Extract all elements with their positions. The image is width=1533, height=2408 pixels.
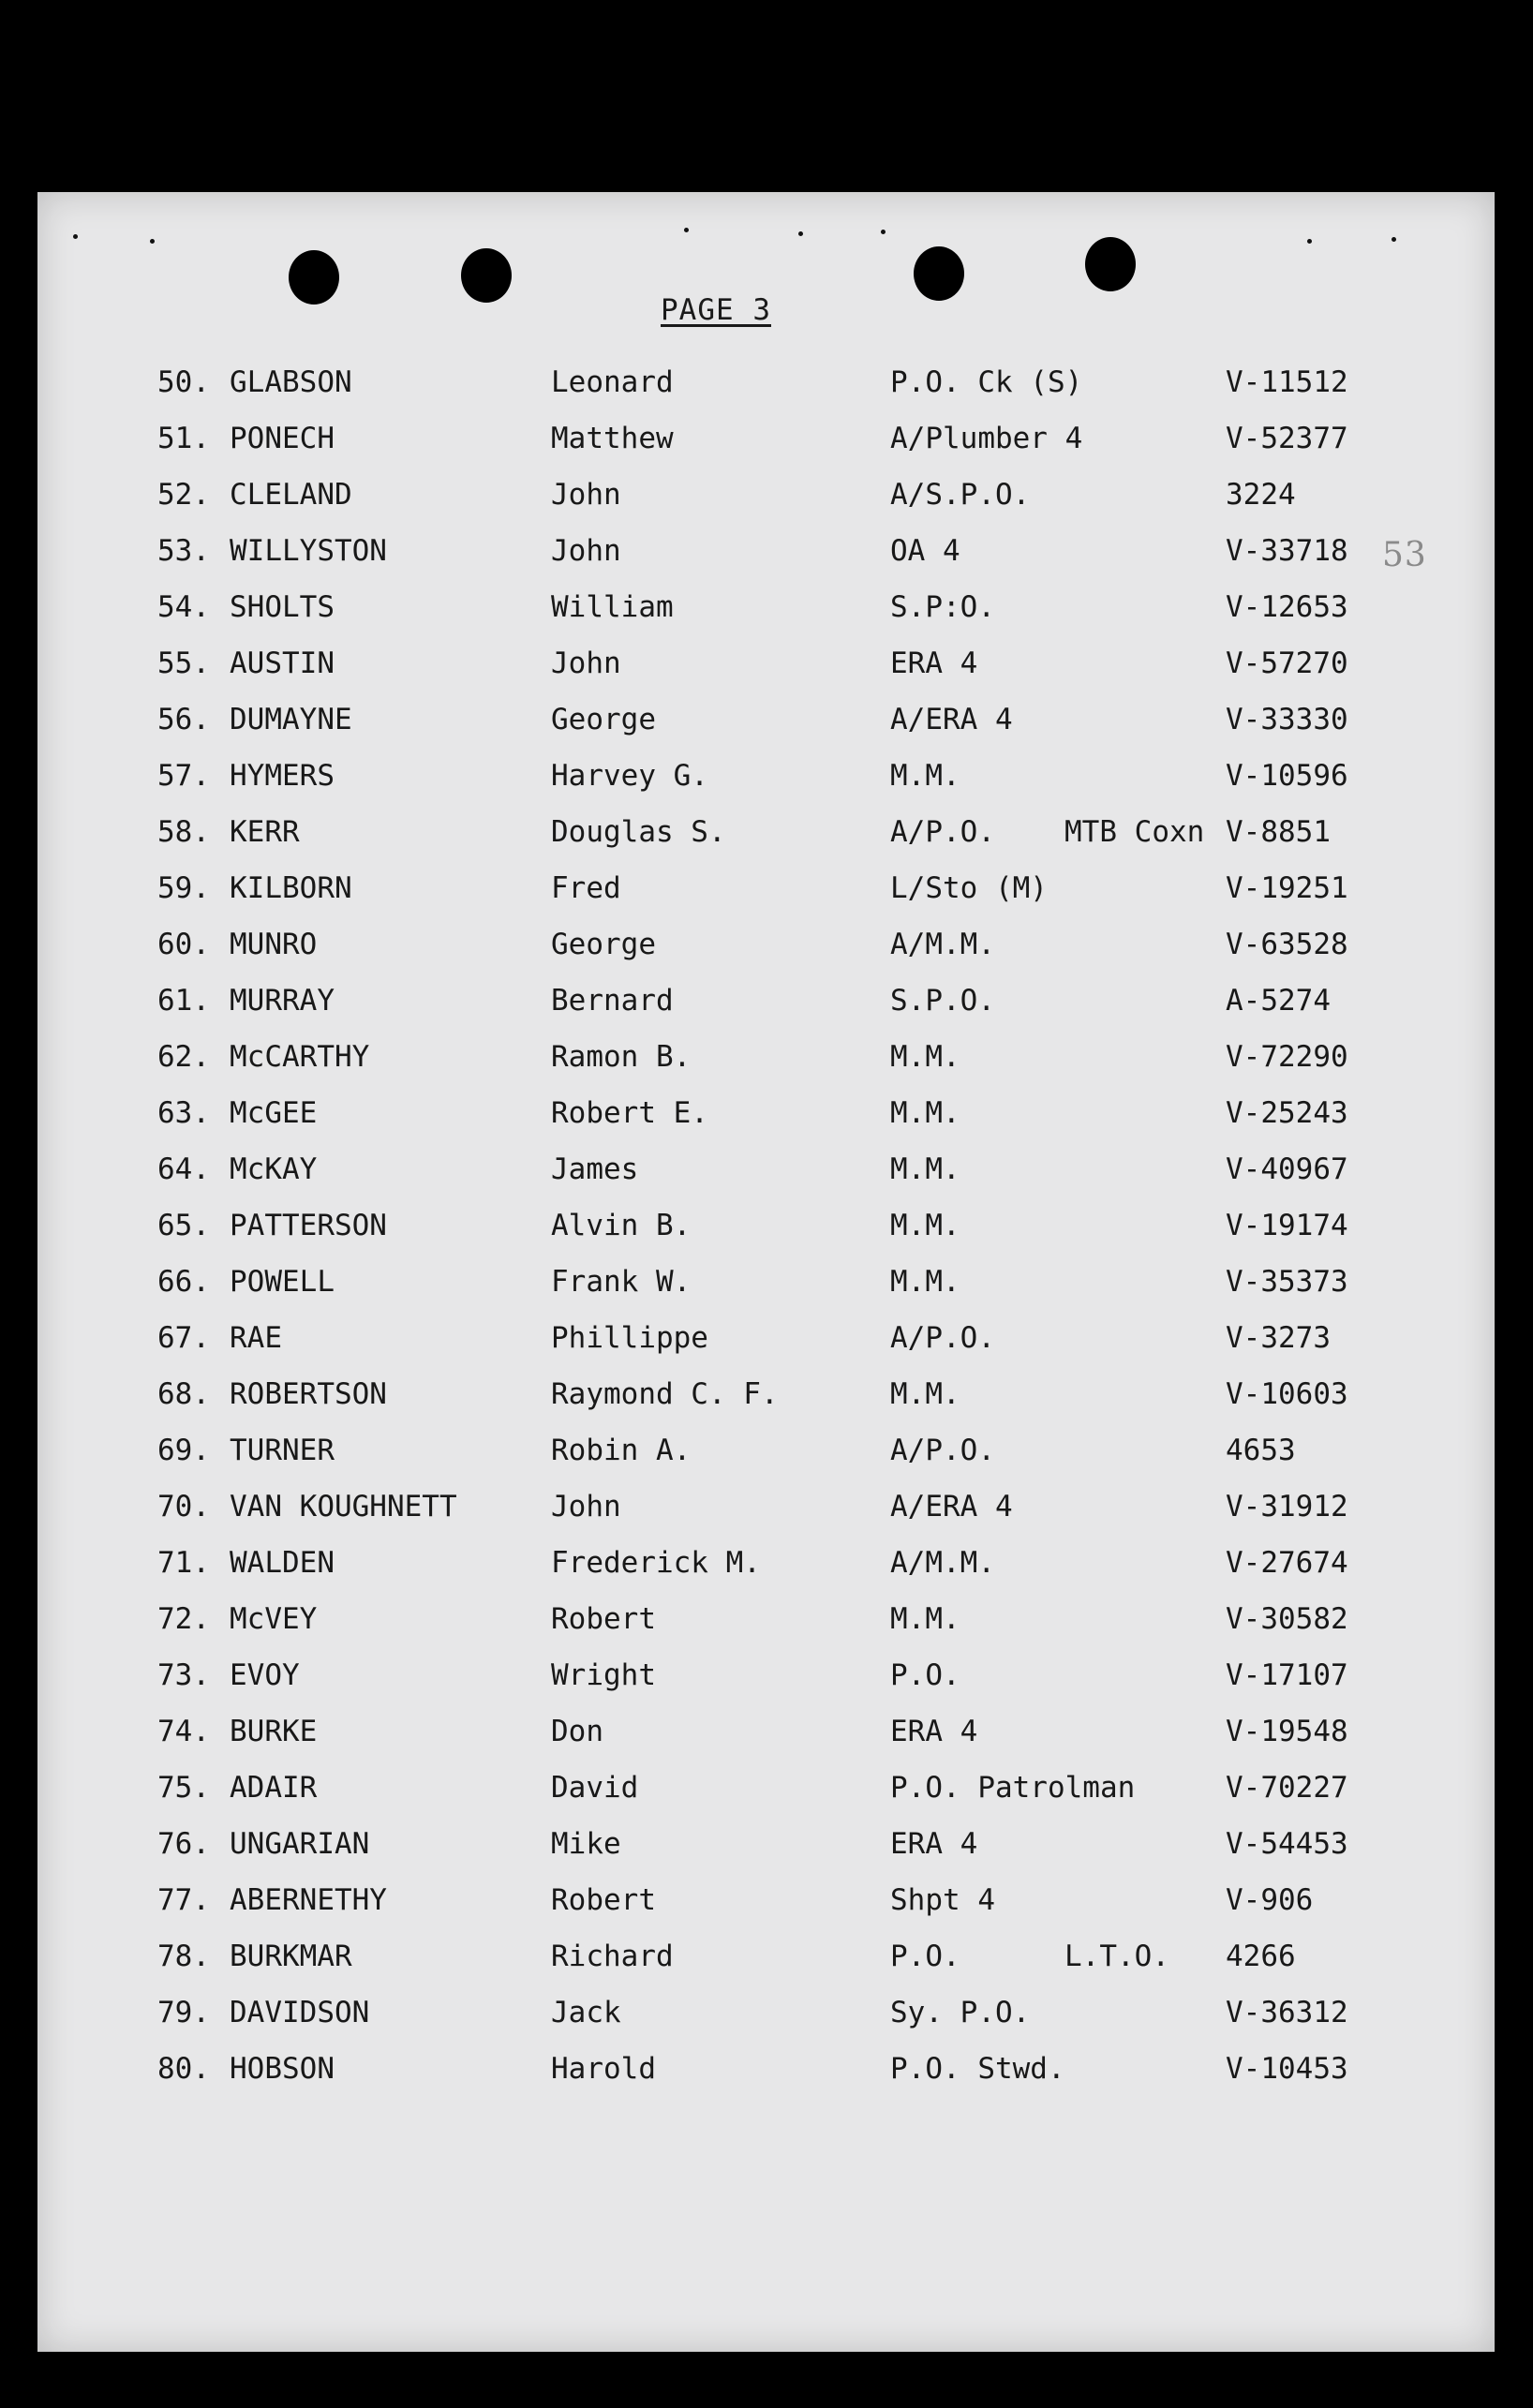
service-number: V-36312 <box>1226 1996 1348 2029</box>
list-item <box>37 1040 1495 1096</box>
service-number: V-70227 <box>1226 1771 1348 1805</box>
entry-number: 74. <box>157 1715 210 1748</box>
given-name: Robert <box>551 1883 656 1917</box>
service-number: V-906 <box>1226 1883 1314 1917</box>
entry-number: 55. <box>157 647 210 680</box>
surname: EVOY <box>230 1658 300 1692</box>
entry-number: 56. <box>157 703 210 736</box>
rank: ERA 4 <box>890 1715 978 1748</box>
rank: P.O. <box>890 1940 960 1973</box>
given-name: David <box>551 1771 639 1805</box>
surname: ROBERTSON <box>230 1377 387 1411</box>
service-number: V-10603 <box>1226 1377 1348 1411</box>
entry-number: 73. <box>157 1658 210 1692</box>
service-number: V-25243 <box>1226 1096 1348 1130</box>
list-item <box>37 1546 1495 1602</box>
given-name: Matthew <box>551 422 674 455</box>
given-name: Ramon B. <box>551 1040 692 1074</box>
punch-hole <box>461 248 512 303</box>
surname: HYMERS <box>230 759 335 793</box>
surname: SHOLTS <box>230 590 335 624</box>
surname: McCARTHY <box>230 1040 370 1074</box>
surname: UNGARIAN <box>230 1827 370 1861</box>
surname: GLABSON <box>230 365 352 399</box>
service-number: V-31912 <box>1226 1490 1348 1524</box>
rank: A/Plumber 4 <box>890 422 1083 455</box>
list-item <box>37 815 1495 871</box>
note: MTB Coxn <box>1064 815 1205 849</box>
entry-number: 79. <box>157 1996 210 2029</box>
rank: Sy. P.O. <box>890 1996 1031 2029</box>
given-name: Don <box>551 1715 603 1748</box>
service-number: V-30582 <box>1226 1602 1348 1636</box>
given-name: Mike <box>551 1827 621 1861</box>
service-number: V-63528 <box>1226 928 1348 961</box>
page-title: PAGE 3 <box>661 293 771 327</box>
service-number: 3224 <box>1226 478 1296 512</box>
list-item <box>37 759 1495 815</box>
list-item <box>37 590 1495 647</box>
list-item <box>37 1152 1495 1209</box>
service-number: V-19174 <box>1226 1209 1348 1242</box>
personnel-list <box>37 365 1495 2108</box>
service-number: V-33330 <box>1226 703 1348 736</box>
given-name: Raymond C. F. <box>551 1377 779 1411</box>
entry-number: 61. <box>157 984 210 1018</box>
surname: AUSTIN <box>230 647 335 680</box>
service-number: V-40967 <box>1226 1152 1348 1186</box>
service-number: V-57270 <box>1226 647 1348 680</box>
rank: M.M. <box>890 1096 960 1130</box>
given-name: Alvin B. <box>551 1209 692 1242</box>
rank: M.M. <box>890 759 960 793</box>
surname: HOBSON <box>230 2052 335 2086</box>
surname: DUMAYNE <box>230 703 352 736</box>
given-name: Frederick M. <box>551 1546 761 1580</box>
speck <box>1307 239 1312 244</box>
list-item <box>37 871 1495 928</box>
service-number: V-17107 <box>1226 1658 1348 1692</box>
speck <box>73 234 78 239</box>
given-name: Wright <box>551 1658 656 1692</box>
list-item <box>37 984 1495 1040</box>
entry-number: 66. <box>157 1265 210 1299</box>
speck <box>1392 237 1396 242</box>
rank: A/S.P.O. <box>890 478 1031 512</box>
punch-hole <box>289 250 339 305</box>
surname: MUNRO <box>230 928 318 961</box>
list-item <box>37 1658 1495 1715</box>
service-number: A-5274 <box>1226 984 1331 1018</box>
service-number: V-52377 <box>1226 422 1348 455</box>
surname: POWELL <box>230 1265 335 1299</box>
entry-number: 62. <box>157 1040 210 1074</box>
surname: McGEE <box>230 1096 318 1130</box>
entry-number: 58. <box>157 815 210 849</box>
surname: KILBORN <box>230 871 352 905</box>
entry-number: 64. <box>157 1152 210 1186</box>
entry-number: 69. <box>157 1434 210 1467</box>
list-item <box>37 2052 1495 2108</box>
given-name: Leonard <box>551 365 674 399</box>
service-number: 4653 <box>1226 1434 1296 1467</box>
entry-number: 60. <box>157 928 210 961</box>
surname: TURNER <box>230 1434 335 1467</box>
rank: S.P:O. <box>890 590 995 624</box>
rank: L/Sto (M) <box>890 871 1048 905</box>
given-name: Douglas S. <box>551 815 726 849</box>
service-number: V-12653 <box>1226 590 1348 624</box>
list-item <box>37 1096 1495 1152</box>
list-item <box>37 1490 1495 1546</box>
surname: ADAIR <box>230 1771 318 1805</box>
rank: M.M. <box>890 1377 960 1411</box>
given-name: Frank W. <box>551 1265 692 1299</box>
entry-number: 63. <box>157 1096 210 1130</box>
rank: M.M. <box>890 1209 960 1242</box>
surname: DAVIDSON <box>230 1996 370 2029</box>
given-name: Richard <box>551 1940 674 1973</box>
given-name: Harvey G. <box>551 759 708 793</box>
service-number: V-35373 <box>1226 1265 1348 1299</box>
entry-number: 53. <box>157 534 210 568</box>
list-item <box>37 1321 1495 1377</box>
list-item <box>37 1940 1495 1996</box>
service-number: V-8851 <box>1226 815 1331 849</box>
list-item <box>37 928 1495 984</box>
entry-number: 80. <box>157 2052 210 2086</box>
rank: A/P.O. <box>890 815 995 849</box>
rank: M.M. <box>890 1040 960 1074</box>
entry-number: 50. <box>157 365 210 399</box>
given-name: Fred <box>551 871 621 905</box>
rank: S.P.O. <box>890 984 995 1018</box>
rank: P.O. Ck (S) <box>890 365 1083 399</box>
surname: MURRAY <box>230 984 335 1018</box>
note: L.T.O. <box>1064 1940 1169 1973</box>
rank: A/ERA 4 <box>890 1490 1013 1524</box>
rank: P.O. Patrolman <box>890 1771 1136 1805</box>
service-number: V-3273 <box>1226 1321 1331 1355</box>
given-name: John <box>551 1490 621 1524</box>
given-name: William <box>551 590 674 624</box>
rank: M.M. <box>890 1152 960 1186</box>
given-name: James <box>551 1152 639 1186</box>
rank: A/M.M. <box>890 928 995 961</box>
given-name: Phillippe <box>551 1321 708 1355</box>
surname: McKAY <box>230 1152 318 1186</box>
service-number: V-10596 <box>1226 759 1348 793</box>
rank: OA 4 <box>890 534 960 568</box>
list-item <box>37 1602 1495 1658</box>
list-item <box>37 1883 1495 1940</box>
list-item <box>37 647 1495 703</box>
surname: CLELAND <box>230 478 352 512</box>
surname: WALDEN <box>230 1546 335 1580</box>
speck <box>881 230 886 234</box>
entry-number: 77. <box>157 1883 210 1917</box>
entry-number: 57. <box>157 759 210 793</box>
surname: PONECH <box>230 422 335 455</box>
service-number: V-19251 <box>1226 871 1348 905</box>
surname: RAE <box>230 1321 282 1355</box>
given-name: George <box>551 703 656 736</box>
rank: A/M.M. <box>890 1546 995 1580</box>
speck <box>684 228 689 232</box>
speck <box>150 239 155 244</box>
list-item <box>37 1715 1495 1771</box>
entry-number: 51. <box>157 422 210 455</box>
rank: M.M. <box>890 1265 960 1299</box>
given-name: John <box>551 647 621 680</box>
entry-number: 70. <box>157 1490 210 1524</box>
surname: McVEY <box>230 1602 318 1636</box>
given-name: Jack <box>551 1996 621 2029</box>
surname: VAN KOUGHNETT <box>230 1490 457 1524</box>
surname: BURKMAR <box>230 1940 352 1973</box>
given-name: Robert <box>551 1602 656 1636</box>
surname: PATTERSON <box>230 1209 387 1242</box>
given-name: Harold <box>551 2052 656 2086</box>
entry-number: 54. <box>157 590 210 624</box>
rank: ERA 4 <box>890 647 978 680</box>
list-item <box>37 1827 1495 1883</box>
given-name: John <box>551 478 621 512</box>
rank: P.O. <box>890 1658 960 1692</box>
list-item <box>37 422 1495 478</box>
given-name: Bernard <box>551 984 674 1018</box>
service-number: V-33718 <box>1226 534 1348 568</box>
list-item <box>37 534 1495 590</box>
given-name: Robin A. <box>551 1434 692 1467</box>
rank: M.M. <box>890 1602 960 1636</box>
margin-note: 53 <box>1382 536 1427 574</box>
given-name: Robert E. <box>551 1096 708 1130</box>
list-item <box>37 1996 1495 2052</box>
list-item <box>37 1265 1495 1321</box>
list-item <box>37 703 1495 759</box>
document-page <box>37 192 1495 2352</box>
entry-number: 67. <box>157 1321 210 1355</box>
speck <box>798 231 803 236</box>
entry-number: 52. <box>157 478 210 512</box>
punch-hole <box>914 246 964 301</box>
service-number: V-11512 <box>1226 365 1348 399</box>
list-item <box>37 1771 1495 1827</box>
list-item <box>37 478 1495 534</box>
given-name: John <box>551 534 621 568</box>
service-number: V-10453 <box>1226 2052 1348 2086</box>
list-item <box>37 1434 1495 1490</box>
surname: BURKE <box>230 1715 318 1748</box>
rank: Shpt 4 <box>890 1883 995 1917</box>
surname: WILLYSTON <box>230 534 387 568</box>
list-item <box>37 365 1495 422</box>
rank: A/ERA 4 <box>890 703 1013 736</box>
rank: A/P.O. <box>890 1434 995 1467</box>
service-number: V-54453 <box>1226 1827 1348 1861</box>
entry-number: 78. <box>157 1940 210 1973</box>
service-number: 4266 <box>1226 1940 1296 1973</box>
service-number: V-27674 <box>1226 1546 1348 1580</box>
service-number: V-19548 <box>1226 1715 1348 1748</box>
entry-number: 76. <box>157 1827 210 1861</box>
given-name: George <box>551 928 656 961</box>
list-item <box>37 1209 1495 1265</box>
punch-hole <box>1085 237 1136 291</box>
service-number: V-72290 <box>1226 1040 1348 1074</box>
rank: A/P.O. <box>890 1321 995 1355</box>
entry-number: 65. <box>157 1209 210 1242</box>
surname: ABERNETHY <box>230 1883 387 1917</box>
entry-number: 75. <box>157 1771 210 1805</box>
entry-number: 71. <box>157 1546 210 1580</box>
entry-number: 59. <box>157 871 210 905</box>
entry-number: 68. <box>157 1377 210 1411</box>
rank: ERA 4 <box>890 1827 978 1861</box>
list-item <box>37 1377 1495 1434</box>
surname: KERR <box>230 815 300 849</box>
rank: P.O. Stwd. <box>890 2052 1065 2086</box>
entry-number: 72. <box>157 1602 210 1636</box>
